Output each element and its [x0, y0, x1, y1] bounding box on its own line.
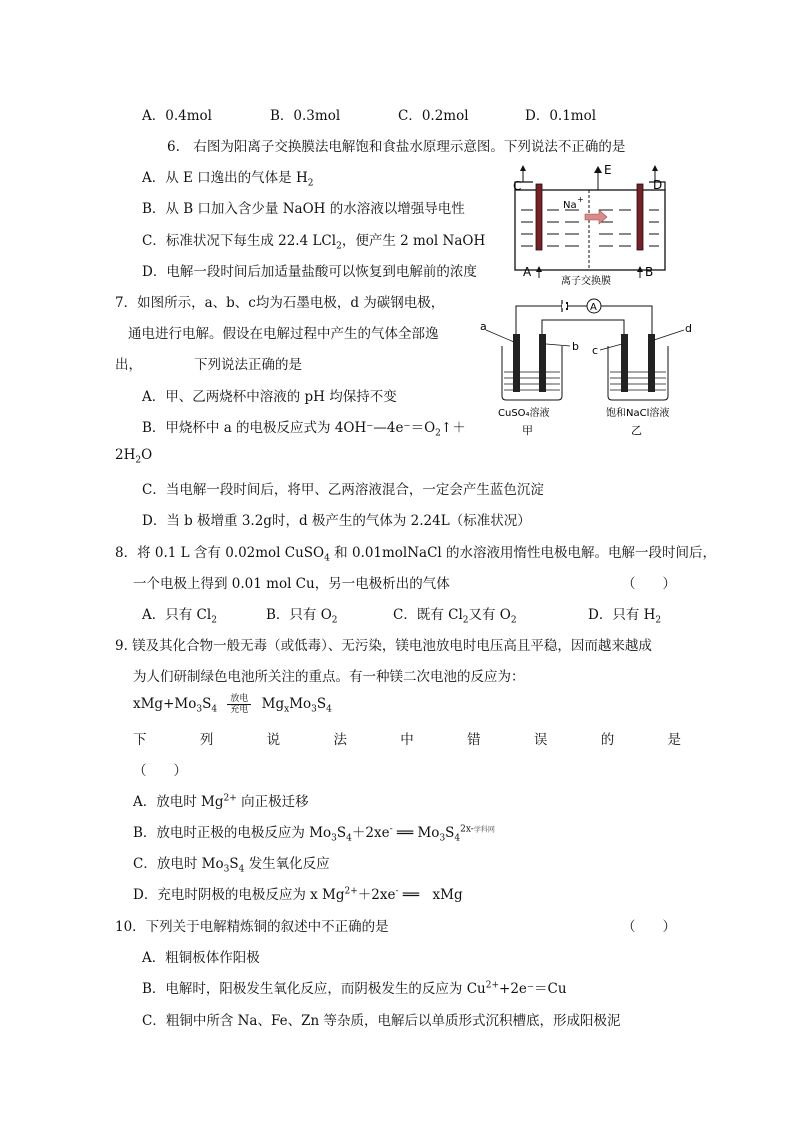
- q8-stem-line1: 8．将 0.1 L 含有 0.02mol CuSO$_4$ 和 0.01molNaCl 的水溶液用惰性电极电解。电解一段时间后，: [115, 545, 717, 564]
- electrode-a: [513, 334, 520, 392]
- q10-option-c: C．粗铜中所含 Na、Fe、Zn 等杂质，电解后以单质形式沉积槽底，形成阳极泥: [142, 1013, 621, 1029]
- membrane-label: 离子交换膜: [561, 276, 611, 287]
- q9-stem-line2: 为人们研制绿色电池所关注的重点。有一种镁二次电池的反应为：: [133, 669, 525, 685]
- q5-option-b: B．0.3mol: [270, 108, 341, 124]
- q6-option-a: A．从 E 口逸出的气体是 $H_2$: [142, 170, 314, 189]
- q6-option-c: C．标准状况下每生成 22.4 LCl$_2$，便产生 2 mol NaOH: [142, 233, 486, 252]
- q7-option-b-continued: $2H_2O$: [115, 447, 153, 466]
- q8-answer-paren: （ ）: [622, 576, 676, 592]
- q6-option-d: D．电解一段时间后加适量盐酸可以恢复到电解前的浓度: [142, 264, 477, 280]
- q5-option-c: C．0.2mol: [398, 108, 469, 124]
- q10-stem: 10．下列关于电解精炼铜的叙述中不正确的是: [115, 919, 389, 935]
- beaker-jia: [502, 346, 562, 400]
- na-ion-charge: +: [577, 195, 584, 204]
- left-electrode: [536, 184, 542, 250]
- q6-stem: 6. 右图为阳离子交换膜法电解饱和食盐水原理示意图。下列说法不正确的是: [167, 139, 626, 155]
- q7-option-c: C．当电解一段时间后，将甲、乙两溶液混合，一定会产生蓝色沉淀: [142, 482, 544, 498]
- q8-option-a: A．只有 $Cl_2$: [142, 607, 217, 626]
- q6-option-b: B．从 B 口加入含少量 NaOH 的水溶液以增强导电性: [142, 201, 465, 217]
- label-jia: 甲: [522, 424, 533, 437]
- beaker-yi: [608, 346, 668, 400]
- label-nacl-solution: 饱和NaCl溶液: [606, 408, 670, 419]
- port-e-label: E: [604, 163, 612, 177]
- q9-answer-paren: （ ）: [133, 763, 187, 779]
- label-yi: 乙: [631, 424, 642, 437]
- q10-option-a: A．粗铜板体作阳极: [142, 950, 260, 966]
- q9-stem-line3: 下 列 说 法 中 错 误 的 是: [133, 732, 681, 748]
- q7-option-b: B．甲烧杯中 a 的电极反应式为 $4OH^-—4e^-=O_2↑+$: [142, 420, 466, 439]
- label-cuso4-solution: CuSO₄溶液: [498, 408, 550, 419]
- label-c: c: [592, 344, 599, 357]
- label-b: b: [572, 340, 579, 353]
- q8-option-c: C．既有 $Cl_2$又有 $O_2$: [393, 607, 517, 626]
- q7-two-beakers-figure: [478, 292, 694, 442]
- q5-option-d: D．0.1mol: [525, 108, 597, 124]
- na-ion-label: Na: [563, 200, 577, 211]
- port-a-label: A: [523, 265, 532, 279]
- q8-option-b: B．只有 $O_2$: [266, 607, 338, 626]
- q10-option-b: B．电解时，阳极发生氧化反应，而阴极发生的反应为 $Cu^{2+}+2e^-=Cu$: [142, 980, 567, 997]
- q7-stem-line1: 7．如图所示，a、b、c均为石墨电极，d 为碳钢电极，: [115, 295, 445, 311]
- q9-equation-condition: $\frac{\text{放电}}{\text{充电}}$: [227, 694, 251, 715]
- q6-electrolysis-cell-figure: [503, 160, 681, 292]
- label-a: a: [480, 320, 487, 333]
- q5-option-a: A．0.4mol: [142, 108, 212, 124]
- q9-equation: $xMg+Mo_3S_4$ $\frac{\text{放电}}{\text{充电}}$ $Mg_xMo_3S_4$: [133, 694, 332, 715]
- q10-answer-paren: （ ）: [622, 919, 676, 935]
- q7-option-d: D．当 b 极增重 3.2g时，d 极产生的气体为 2.24L（标准状况）: [142, 513, 531, 529]
- q9-stem-line1: 9. 镁及其化合物一般无毒（或低毒）、无污染，镁电池放电时电压高且平稳，因而越来越成: [115, 638, 652, 654]
- port-b-label: B: [645, 265, 654, 279]
- port-c-label: C: [513, 179, 522, 193]
- electrode-c: [621, 334, 628, 392]
- q7-stem-line3: 出， 下列说法正确的是: [115, 357, 302, 373]
- port-d-label: D: [653, 178, 663, 192]
- label-d: d: [685, 322, 692, 335]
- q9-option-a: A．放电时 $Mg^{2+}$ 向正极迁移: [133, 793, 309, 810]
- q8-option-d: D．只有 $H_2$: [588, 607, 662, 626]
- electrode-b: [539, 334, 546, 392]
- q9-option-c: C．放电时 $Mo_3S_4$ 发生氧化反应: [133, 856, 330, 875]
- watermark-text: 学科网: [473, 825, 495, 834]
- q7-stem-line2: 通电进行电解。假设在电解过程中产生的气体全部逸: [128, 326, 439, 342]
- q7-option-a: A．甲、乙两烧杯中溶液的 pH 均保持不变: [142, 389, 397, 405]
- q8-stem-line2: 一个电极上得到 0.01 mol Cu，另一电极析出的气体: [133, 576, 450, 592]
- ammeter-label: A: [590, 302, 597, 313]
- electrode-d: [648, 334, 655, 392]
- q9-option-d: D．充电时阴极的电极反应为 x $Mg^{2+}+2xe^-$ ══ xMg: [133, 886, 463, 903]
- q9-option-b: B．放电时正极的电极反应为 $Mo_3S_4+2xe^-$ ══ $Mo_3S_4^{2x-学科网}$: [133, 824, 495, 844]
- right-electrode: [637, 184, 643, 250]
